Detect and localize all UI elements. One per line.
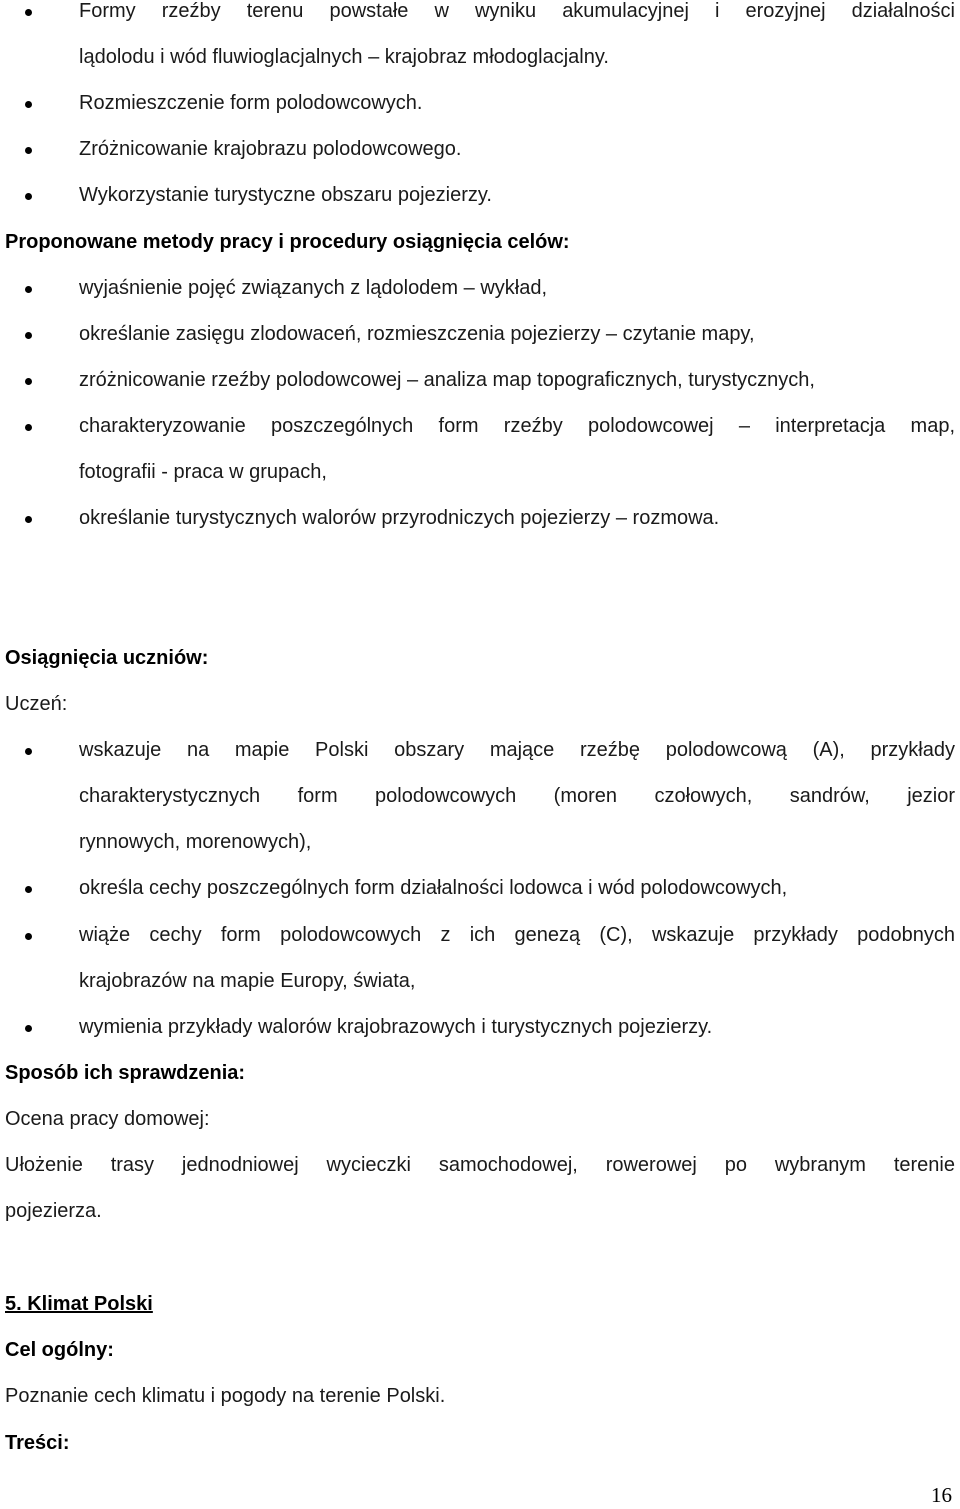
list-item: określanie zasięgu zlodowaceń, rozmieszczenia pojezierzy – czytanie mapy, <box>79 323 755 345</box>
list-item-continuation: lądolodu i wód fluwioglacjalnych – krajobraz młodoglacjalny. <box>79 46 609 68</box>
achievements-heading: Osiągnięcia uczniów: <box>5 647 209 669</box>
bullet-icon <box>25 378 32 385</box>
verification-heading: Sposób ich sprawdzenia: <box>5 1062 246 1084</box>
bullet-icon <box>25 886 32 893</box>
list-item: wyjaśnienie pojęć związanych z lądolodem – wykład, <box>79 277 548 299</box>
list-item: charakteryzowanie poszczególnych form rzeźby polodowcowej – interpretacja map, <box>79 415 955 437</box>
task-line-continuation: pojezierza. <box>5 1200 102 1222</box>
bullet-icon <box>25 933 32 940</box>
page-number: 16 <box>931 1483 952 1507</box>
list-item: określa cechy poszczególnych form działalności lodowca i wód polodowcowych, <box>79 877 788 899</box>
task-line: Ułożenie trasy jednodniowej wycieczki samochodowej, rowerowej po wybranym terenie <box>5 1154 955 1176</box>
bullet-icon <box>25 193 32 200</box>
content-heading: Treści: <box>5 1432 70 1454</box>
list-item: wymienia przykłady walorów krajobrazowych i turystycznych pojezierzy. <box>79 1016 713 1038</box>
list-item-continuation: rynnowych, morenowych), <box>79 831 312 853</box>
goal-text: Poznanie cech klimatu i pogody na terenie Polski. <box>5 1385 446 1407</box>
bullet-icon <box>25 147 32 154</box>
list-item: wiąże cechy form polodowcowych z ich genezą (C), wskazuje przykłady podobnych <box>79 924 955 946</box>
list-item: określanie turystycznych walorów przyrodniczych pojezierzy – rozmowa. <box>79 507 720 529</box>
goal-heading: Cel ogólny: <box>5 1339 114 1361</box>
list-item: wskazuje na mapie Polski obszary mające rzeźbę polodowcową (A), przykłady <box>79 739 955 761</box>
bullet-icon <box>25 101 32 108</box>
list-item: Formy rzeźby terenu powstałe w wyniku akumulacyjnej i erozyjnej działalności <box>79 0 955 22</box>
homework-label: Ocena pracy domowej: <box>5 1108 210 1130</box>
list-item: Wykorzystanie turystyczne obszaru pojezierzy. <box>79 184 492 206</box>
section-title: 5. Klimat Polski <box>5 1293 153 1315</box>
bullet-icon <box>25 286 32 293</box>
list-item-continuation: krajobrazów na mapie Europy, świata, <box>79 970 416 992</box>
bullet-icon <box>25 332 32 339</box>
list-item-continuation: fotografii - praca w grupach, <box>79 461 327 483</box>
bullet-icon <box>25 424 32 431</box>
list-item: zróżnicowanie rzeźby polodowcowej – analiza map topograficznych, turystycznych, <box>79 369 815 391</box>
bullet-icon <box>25 1025 32 1032</box>
achievements-subject: Uczeń: <box>5 693 68 715</box>
list-item: Zróżnicowanie krajobrazu polodowcowego. <box>79 138 462 160</box>
list-item: Rozmieszczenie form polodowcowych. <box>79 92 423 114</box>
bullet-icon <box>25 516 32 523</box>
list-item-continuation: charakterystycznych form polodowcowych (moren czołowych, sandrów, jezior <box>79 785 955 807</box>
methods-heading: Proponowane metody pracy i procedury osiągnięcia celów: <box>5 231 570 253</box>
bullet-icon <box>25 9 32 16</box>
bullet-icon <box>25 748 32 755</box>
